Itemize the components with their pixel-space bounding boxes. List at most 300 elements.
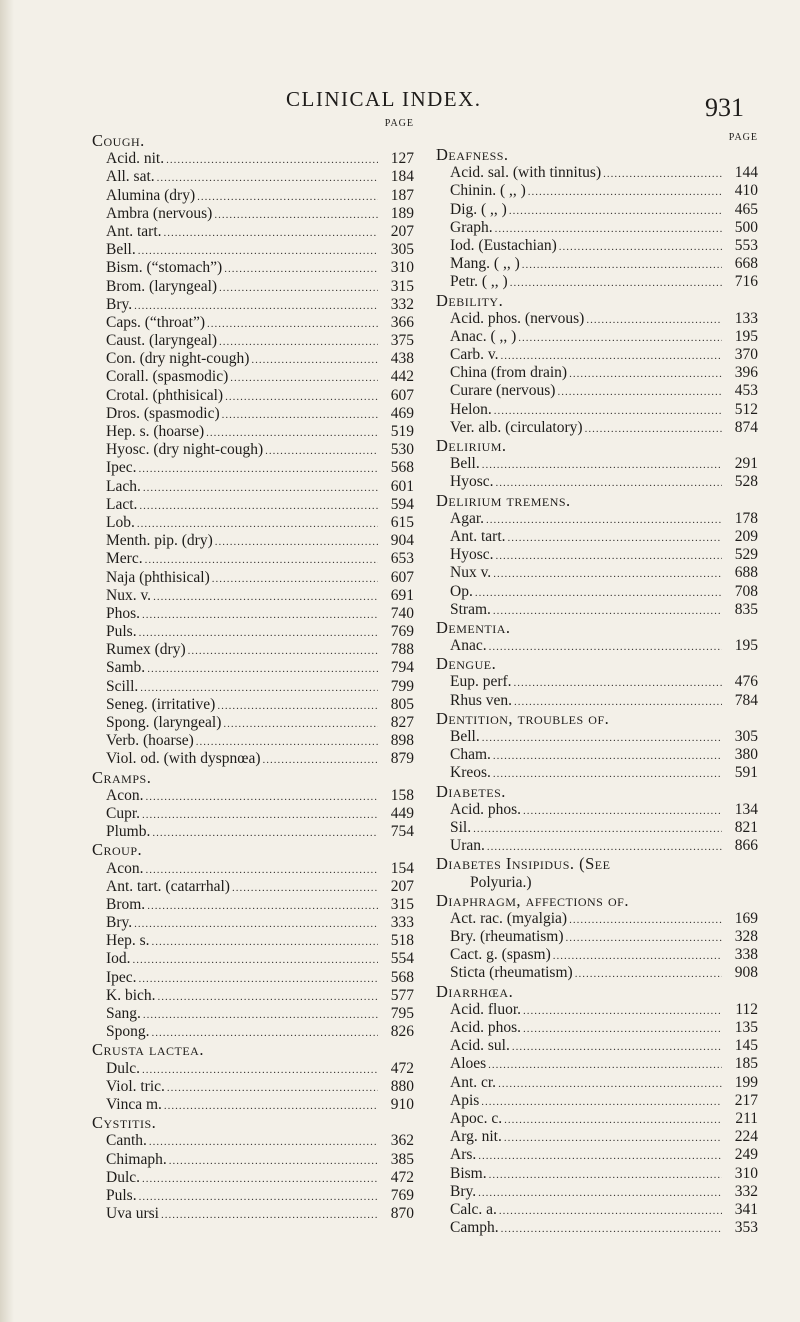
dot-leader [230, 369, 378, 386]
dot-leader [489, 638, 722, 655]
index-entry [436, 1165, 758, 1183]
entry-page: 601 [390, 477, 414, 495]
index-entry [92, 1169, 414, 1187]
dot-leader [147, 897, 378, 914]
left-column [92, 118, 414, 1223]
index-entry [92, 550, 414, 568]
dot-leader [553, 947, 722, 964]
entry-label: Brom. (laryngeal) [106, 277, 218, 295]
entry-label: Bell. [450, 728, 480, 745]
dot-leader [196, 733, 378, 750]
index-entry [92, 168, 414, 186]
dot-leader [557, 383, 722, 400]
entry-page: 370 [734, 346, 758, 364]
entry-page: 740 [390, 604, 414, 622]
index-entry [436, 601, 758, 619]
dot-leader [528, 183, 722, 200]
index-entry [92, 787, 414, 805]
entry-label: Samb. [106, 659, 146, 677]
entry-label: Dulc. [106, 1059, 141, 1077]
index-heading: Cramps. [92, 767, 152, 787]
entry-page: 465 [734, 200, 758, 218]
dot-leader [493, 765, 722, 782]
index-entry [436, 1128, 758, 1146]
index-entry [92, 641, 414, 659]
entry-page: 708 [734, 582, 758, 600]
entry-page: 211 [735, 1109, 758, 1127]
entry-label: Calc. a. [450, 1200, 497, 1218]
entry-label: Acid. sal. (with tinnitus) [450, 164, 602, 182]
entry-label: Dros. (spasmodic) [106, 404, 220, 422]
entry-label: Petr. ( ,, ) [450, 273, 508, 291]
index-entry [92, 678, 414, 696]
dot-leader [514, 674, 722, 691]
dot-leader [166, 151, 378, 168]
entry-page: 158 [390, 786, 414, 804]
dot-leader [137, 515, 378, 532]
index-entry [92, 496, 414, 514]
dot-leader [140, 679, 378, 696]
entry-label: China (from drain) [450, 364, 568, 382]
entry-page: 442 [390, 368, 414, 386]
index-entry [92, 1132, 414, 1150]
page-column-label: PAGE [384, 118, 414, 129]
entry-label: Uran. [450, 837, 485, 855]
dot-leader [489, 1166, 722, 1183]
dot-leader [161, 1206, 378, 1223]
entry-label: Nux v. [450, 564, 492, 582]
entry-label: K. bich. [106, 986, 156, 1004]
index-entry [92, 350, 414, 368]
entry-label: Acid. nit. [106, 150, 165, 168]
index-entry [436, 801, 758, 819]
index-entry [436, 273, 758, 291]
entry-label: Vinca m. [106, 1095, 162, 1113]
index-entry [436, 1110, 758, 1128]
entry-label: Plumb. [106, 823, 151, 841]
index-entry [92, 605, 414, 623]
dot-leader [222, 406, 378, 423]
entry-page: 788 [390, 641, 414, 659]
dot-leader [139, 460, 378, 477]
entry-page: 716 [734, 273, 758, 291]
entry-label: Verb. (hoarse) [106, 732, 194, 750]
dot-leader [504, 1111, 722, 1128]
index-entry [92, 823, 414, 841]
entry-label: Aloes [450, 1055, 487, 1073]
entry-page: 396 [734, 364, 758, 382]
entry-page: 553 [734, 236, 758, 254]
entry-page: 315 [390, 895, 414, 913]
index-entry [436, 1037, 758, 1055]
entry-label: Ant. tart. [106, 222, 162, 240]
entry-page: 874 [734, 418, 758, 436]
dot-leader [495, 220, 722, 237]
dot-leader [508, 529, 722, 546]
entry-label: Acon. [106, 859, 144, 877]
entry-label: Apoc. c. [450, 1109, 503, 1127]
entry-label: Hyosc. [450, 546, 494, 564]
entry-label: Brom. [106, 895, 146, 913]
index-entry [436, 328, 758, 346]
entry-page: 144 [734, 164, 758, 182]
index-entry [436, 746, 758, 764]
entry-label: Bism. [450, 1164, 487, 1182]
index-entry [92, 187, 414, 205]
dot-leader [149, 1133, 378, 1150]
dot-leader [225, 388, 378, 405]
entry-page: 133 [734, 309, 758, 327]
heading-continuation [436, 874, 758, 892]
dot-leader [522, 256, 722, 273]
entry-label: Ant. cr. [450, 1073, 497, 1091]
index-entry [436, 164, 758, 182]
entry-label: Ant. tart. [450, 527, 506, 545]
entry-label: Con. (dry night-cough) [106, 350, 250, 368]
entry-label: Op. [450, 582, 473, 600]
index-entry [92, 459, 414, 477]
entry-label: Acid. fluor. [450, 1000, 522, 1018]
entry-label: Menth. pip. (dry) [106, 532, 213, 550]
index-entry [92, 150, 414, 168]
entry-page: 305 [734, 728, 758, 745]
entry-page: 835 [734, 600, 758, 618]
index-entry [92, 441, 414, 459]
entry-page: 866 [734, 837, 758, 855]
dot-leader [493, 565, 722, 582]
entry-label: Canth. [106, 1132, 147, 1150]
entry-page: 410 [734, 182, 758, 200]
dot-leader [498, 1075, 722, 1092]
entry-page: 224 [734, 1128, 758, 1146]
entry-label: Iod. [106, 950, 131, 968]
index-entry [436, 364, 758, 382]
index-entry [92, 1096, 414, 1114]
entry-label: Hyosc. (dry night-cough) [106, 441, 264, 459]
index-entry [436, 1074, 758, 1092]
entry-page: 112 [735, 1000, 758, 1018]
index-entry [436, 546, 758, 564]
dot-leader [478, 1147, 722, 1164]
entry-page: 362 [390, 1132, 414, 1150]
index-heading: Debility. [436, 290, 504, 310]
dot-leader [493, 747, 722, 764]
index-entry [92, 587, 414, 605]
index-entry [436, 1219, 758, 1237]
entry-label: Spong. [106, 1023, 150, 1041]
entry-page: 500 [734, 218, 758, 236]
entry-label: Chimaph. [106, 1150, 167, 1168]
index-heading: Cystitis. [92, 1113, 157, 1133]
entry-page: 591 [734, 764, 758, 782]
dot-leader [232, 879, 378, 896]
dot-leader [134, 297, 378, 314]
entry-label: Dulc. [106, 1168, 141, 1186]
dot-leader [139, 1188, 378, 1205]
entry-page: 805 [390, 695, 414, 713]
entry-label: Naja (phthisical) [106, 568, 210, 586]
entry-label: Sticta (rheumatism) [450, 964, 573, 982]
entry-page: 784 [734, 691, 758, 709]
entry-page: 577 [390, 986, 414, 1004]
entry-page: 826 [390, 1023, 414, 1041]
entry-page: 870 [390, 1205, 414, 1223]
entry-page: 189 [390, 204, 414, 222]
entry-label: Uva ursi [106, 1205, 159, 1223]
entry-label: Crotal. (phthisical) [106, 386, 224, 404]
entry-page: 518 [390, 932, 414, 950]
entry-page: 607 [390, 386, 414, 404]
entry-page: 375 [390, 332, 414, 350]
page-number: 931 [705, 93, 744, 122]
index-entry [436, 728, 758, 746]
entry-label: Bell. [450, 455, 480, 473]
dot-leader [215, 533, 378, 550]
index-entry [436, 1001, 758, 1019]
index-entry [92, 296, 414, 314]
dot-leader [569, 911, 722, 928]
index-entry [92, 332, 414, 350]
index-entry [92, 1187, 414, 1205]
dot-leader [559, 238, 722, 255]
entry-page: 469 [390, 404, 414, 422]
entry-label: Caps. (“throat”) [106, 313, 205, 331]
dot-leader [478, 1184, 722, 1201]
dot-leader [145, 551, 378, 568]
entry-label: Anac. ( ,, ) [450, 327, 517, 345]
index-heading: Diabetes. [436, 781, 506, 801]
entry-page: 754 [390, 823, 414, 841]
entry-label: Carb. v. [450, 346, 499, 364]
entry-label: Eup. perf. [450, 673, 512, 691]
index-entry [436, 692, 758, 710]
entry-page: 338 [734, 946, 758, 964]
entry-label: Acid. phos. [450, 1019, 522, 1036]
dot-leader [142, 1061, 378, 1078]
dot-leader [139, 497, 378, 514]
index-entry [92, 732, 414, 750]
entry-page: 904 [390, 532, 414, 550]
index-entry [92, 278, 414, 296]
index-entry [92, 569, 414, 587]
index-heading: Deafness. [436, 145, 509, 164]
dot-leader [223, 715, 378, 732]
index-entry [436, 928, 758, 946]
index-entry [436, 346, 758, 364]
entry-page: 195 [734, 327, 758, 345]
index-entry [92, 478, 414, 496]
dot-leader [214, 206, 378, 223]
index-entry [92, 659, 414, 677]
entry-label: Anac. [450, 637, 487, 655]
dot-leader [510, 274, 722, 291]
dot-leader [569, 365, 722, 382]
dot-leader [523, 1002, 722, 1019]
index-entry [92, 860, 414, 878]
entry-page: 607 [390, 568, 414, 586]
dot-leader [139, 624, 378, 641]
entry-label: Seneg. (irritative) [106, 695, 216, 713]
entry-page: 528 [734, 473, 758, 491]
entry-page: 178 [734, 509, 758, 527]
index-entry [436, 564, 758, 582]
entry-page: 769 [390, 623, 414, 641]
dot-leader [143, 479, 378, 496]
dot-leader [158, 988, 378, 1005]
entry-page: 519 [390, 423, 414, 440]
entry-page: 249 [734, 1146, 758, 1164]
entry-label: Helon. [450, 400, 492, 418]
entry-label: Cham. [450, 746, 491, 764]
entry-label: Bry. [106, 295, 133, 313]
dot-leader [501, 347, 723, 364]
entry-label: All. sat. [106, 168, 155, 186]
index-entry [436, 946, 758, 964]
entry-label: Chinin. ( ,, ) [450, 182, 526, 200]
entry-page: 668 [734, 255, 758, 273]
entry-label: Ant. tart. (catarrhal) [106, 877, 230, 895]
entry-page: 380 [734, 746, 758, 764]
dot-leader [134, 915, 378, 932]
entry-label: Bry. [450, 1182, 477, 1200]
index-heading: Croup. [92, 840, 143, 860]
index-entry [436, 455, 758, 473]
dot-leader [518, 329, 722, 346]
entry-page: 291 [734, 455, 758, 473]
dot-leader [167, 1079, 378, 1096]
index-entry [92, 423, 414, 441]
index-entry [92, 1205, 414, 1223]
index-entry [92, 896, 414, 914]
entry-label: Curare (nervous) [450, 382, 556, 400]
entry-page: 472 [390, 1168, 414, 1186]
entry-page: 530 [390, 441, 414, 459]
dot-leader [585, 420, 722, 437]
dot-leader [142, 1170, 378, 1187]
entry-label: Apis [450, 1091, 480, 1109]
entry-page: 217 [734, 1091, 758, 1109]
entry-label: Mang. ( ,, ) [450, 255, 520, 273]
entry-page: 332 [390, 295, 414, 313]
index-entry [436, 910, 758, 928]
index-entry [436, 201, 758, 219]
index-entry [436, 255, 758, 273]
entry-label: Hep. s. (hoarse) [106, 423, 205, 440]
index-entry [436, 673, 758, 691]
dot-leader [495, 474, 722, 491]
index-entry [92, 241, 414, 259]
entry-page: 187 [390, 186, 414, 204]
dot-leader [499, 1202, 722, 1219]
entry-page: 305 [390, 241, 414, 259]
entry-label: Viol. tric. [106, 1077, 165, 1095]
dot-leader [224, 260, 378, 277]
dot-leader [575, 965, 722, 982]
entry-label: Acid. phos. [450, 800, 522, 818]
index-entry [92, 969, 414, 987]
entry-label: Bry. (rheumatism) [450, 928, 564, 946]
entry-page: 653 [390, 550, 414, 568]
entry-label: Arg. nit. [450, 1128, 502, 1146]
dot-leader [142, 606, 378, 623]
entry-page: 333 [390, 914, 414, 932]
dot-leader [143, 1006, 378, 1023]
entry-page: 769 [390, 1186, 414, 1204]
entry-page: 134 [734, 800, 758, 818]
entry-page: 310 [734, 1164, 758, 1182]
dot-leader [493, 602, 722, 619]
dot-leader [152, 824, 378, 841]
index-entry [92, 932, 414, 950]
entry-page: 529 [734, 546, 758, 564]
dot-leader [473, 820, 722, 837]
dot-leader [152, 1024, 379, 1041]
entry-label: Ver. alb. (circulatory) [450, 418, 583, 436]
entry-label: Merc. [106, 550, 143, 568]
dot-leader [133, 951, 378, 968]
index-entry [92, 1151, 414, 1169]
entry-label: Caust. (laryngeal) [106, 332, 218, 350]
index-entry [436, 837, 758, 855]
entry-label: Kreos. [450, 764, 491, 782]
entry-page: 799 [390, 677, 414, 695]
entry-page: 908 [734, 964, 758, 982]
entry-page: 898 [390, 732, 414, 750]
entry-label: Viol. od. (with dyspnœa) [106, 750, 261, 768]
entry-label: Acid. phos. (nervous) [450, 309, 585, 327]
dot-leader [145, 788, 378, 805]
entry-page: 341 [734, 1200, 758, 1218]
dot-leader [475, 584, 722, 601]
entry-page: 385 [390, 1150, 414, 1168]
dot-leader [207, 315, 378, 332]
dot-leader [494, 402, 722, 419]
entry-label: Alumina (dry) [106, 186, 196, 204]
index-entry [436, 1055, 758, 1073]
entry-page: 554 [390, 950, 414, 968]
dot-leader [142, 806, 378, 823]
dot-leader [482, 456, 722, 473]
entry-label: Graph. [450, 218, 493, 236]
entry-page: 207 [390, 222, 414, 240]
index-entry [92, 1078, 414, 1096]
entry-label: Ars. [450, 1146, 477, 1164]
index-entry [436, 583, 758, 601]
dot-leader [139, 970, 378, 987]
entry-page: 366 [390, 313, 414, 331]
index-entry [436, 1146, 758, 1164]
entry-label: Puls. [106, 623, 137, 641]
index-heading: Dementia. [436, 617, 511, 637]
dot-leader [482, 729, 722, 746]
index-entry [92, 750, 414, 768]
index-heading: Dentition, troubles of. [436, 708, 610, 728]
index-entry [92, 950, 414, 968]
entry-page: 332 [734, 1182, 758, 1200]
dot-leader [153, 588, 378, 605]
entry-page: 688 [734, 564, 758, 582]
index-entry [92, 914, 414, 932]
entry-label: Sil. [450, 818, 472, 836]
entry-label: Acon. [106, 786, 144, 804]
entry-page: 199 [734, 1073, 758, 1091]
dot-leader [512, 1038, 722, 1055]
index-heading: Cough. [92, 131, 145, 150]
entry-page: 353 [734, 1219, 758, 1237]
index-entry [436, 237, 758, 255]
index-entry [436, 510, 758, 528]
entry-label: Stram. [450, 600, 491, 618]
